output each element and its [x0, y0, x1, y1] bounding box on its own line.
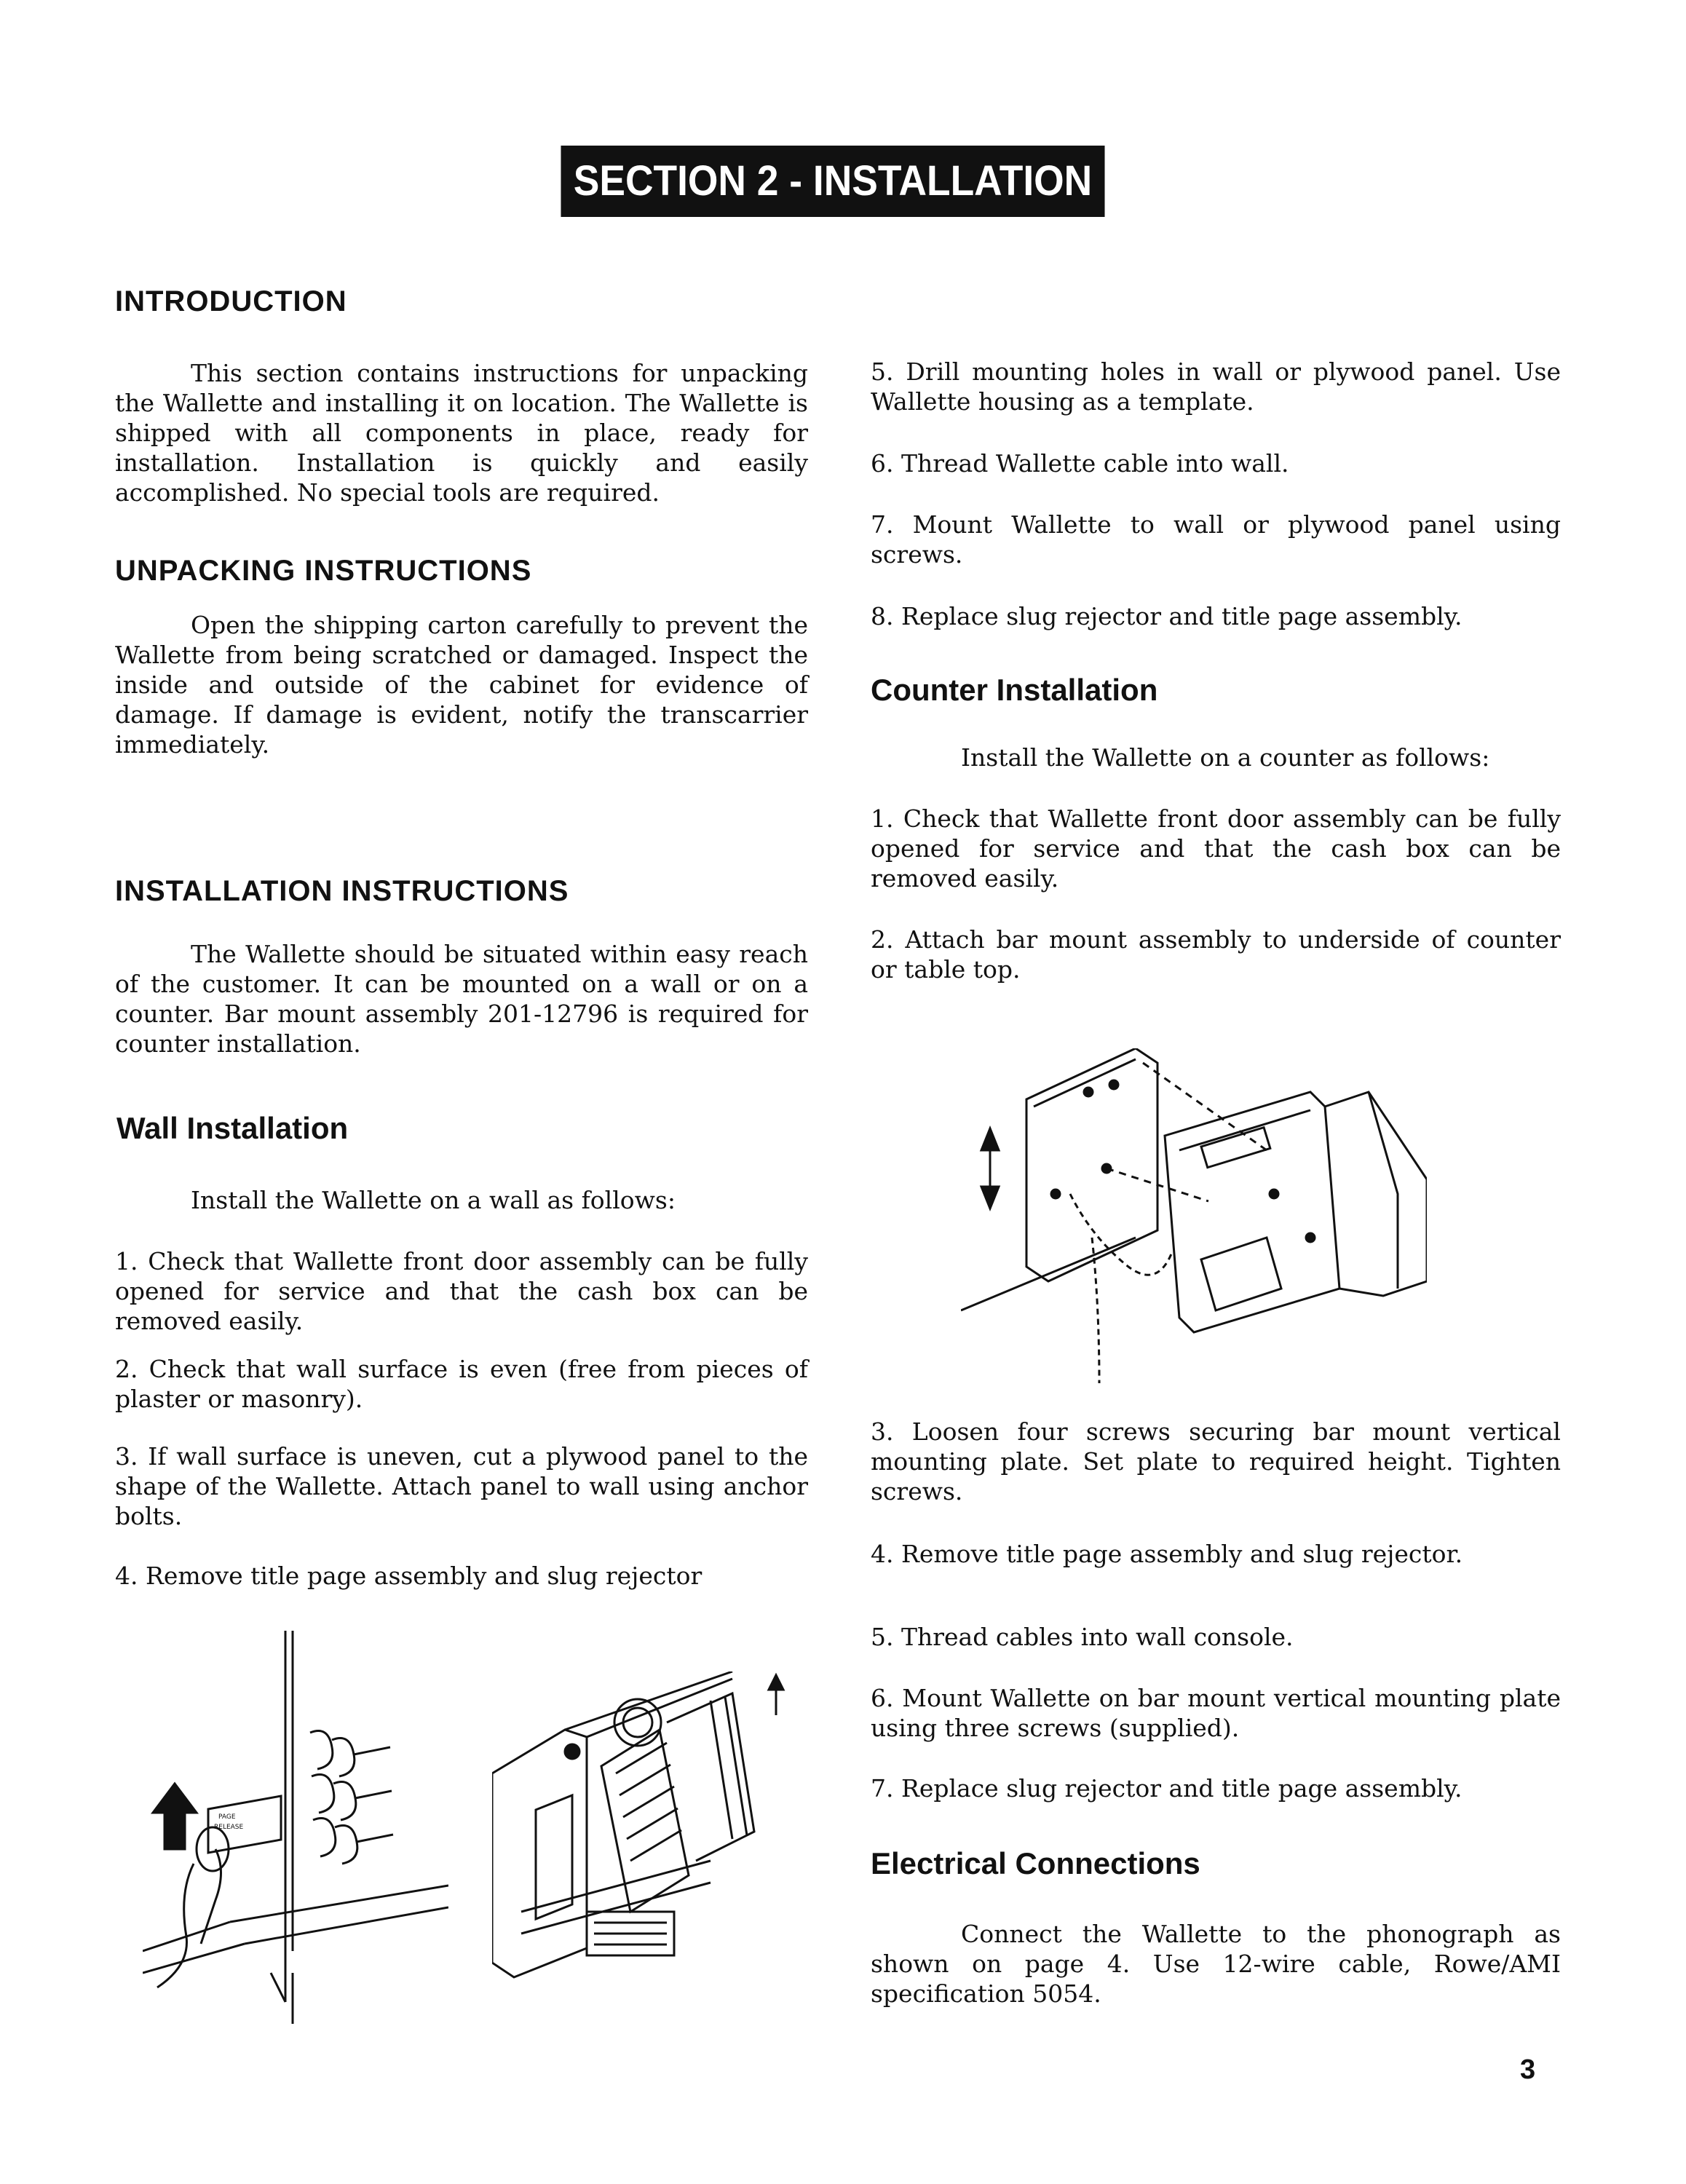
installation-text: The Wallette should be situated within easy reach of the customer. It can be mounted on a wall or on a counter. Bar mount assembly 201-12796 is required for counter installation. — [115, 940, 808, 1058]
wall-step-3: 3. If wall surface is uneven, cut a plywood panel to the shape of the Wallette. Attach panel to wall using anchor bolts. — [115, 1442, 808, 1530]
electrical-connections-text: Connect the Wallette to the phonograph as shown on page 4. Use 12-wire cable, Rowe/AMI specification 5054. — [871, 1920, 1561, 2008]
wall-step-1: 1. Check that Wallette front door assembly can be fully opened for service and that the cash box can be removed easily. — [115, 1247, 808, 1335]
wall-step-6: 6. Thread Wallette cable into wall. — [871, 449, 1289, 478]
electrical-connections-heading: Electrical Connections — [871, 1846, 1200, 1880]
counter-step-1: 1. Check that Wallette front door assembly can be fully opened for service and that the cash box can be removed easily. — [871, 804, 1561, 893]
installation-heading: INSTALLATION INSTRUCTIONS — [115, 875, 569, 907]
wall-step-7: 7. Mount Wallette to wall or plywood panel using screws. — [871, 510, 1561, 569]
counter-installation-intro: Install the Wallette on a counter as follows: — [961, 743, 1490, 772]
title-page-assembly-figure — [492, 1671, 798, 1985]
bar-mount-figure — [961, 1048, 1427, 1383]
introduction-heading: INTRODUCTION — [115, 285, 347, 317]
counter-step-5: 5. Thread cables into wall console. — [871, 1623, 1294, 1651]
wall-installation-heading: Wall Installation — [116, 1111, 349, 1145]
counter-step-3: 3. Loosen four screws securing bar mount vertical mounting plate. Set plate to required height. Tighten screws. — [871, 1417, 1561, 1506]
counter-step-4: 4. Remove title page assembly and slug rejector. — [871, 1540, 1463, 1568]
wall-step-4: 4. Remove title page assembly and slug rejector — [115, 1562, 702, 1590]
section-title-banner: SECTION 2 - INSTALLATION — [561, 146, 1104, 217]
page-release-label-line1: PAGE — [218, 1813, 236, 1821]
page-release-label-line2: RELEASE — [214, 1824, 244, 1831]
page-number: 3 — [1520, 2054, 1536, 2085]
wall-step-2: 2. Check that wall surface is even (free from pieces of plaster or masonry). — [115, 1355, 808, 1413]
unpacking-text: Open the shipping carton carefully to prevent the Wallette from being scratched or damaged. Inspect the inside and outside of the cabinet for evidence of damage. If damage is evident, notify the transcarrier immediately. — [115, 611, 808, 759]
wall-installation-intro: Install the Wallette on a wall as follows: — [191, 1186, 676, 1214]
counter-installation-heading: Counter Installation — [871, 673, 1158, 707]
counter-step-2: 2. Attach bar mount assembly to underside of counter or table top. — [871, 925, 1561, 984]
counter-step-7: 7. Replace slug rejector and title page assembly. — [871, 1774, 1463, 1803]
wall-step-8: 8. Replace slug rejector and title page assembly. — [871, 602, 1463, 630]
introduction-text: This section contains instructions for unpacking the Wallette and installing it on location. The Wallette is shipped with all components in place, ready for installation. Installation is quickly and easily accomplished. No special tools are required. — [115, 359, 808, 507]
unpacking-heading: UNPACKING INSTRUCTIONS — [115, 555, 532, 587]
page-release-figure — [143, 1631, 448, 2024]
wall-step-5: 5. Drill mounting holes in wall or plywood panel. Use Wallette housing as a template. — [871, 357, 1561, 416]
counter-step-6: 6. Mount Wallette on bar mount vertical mounting plate using three screws (supplied). — [871, 1684, 1561, 1742]
